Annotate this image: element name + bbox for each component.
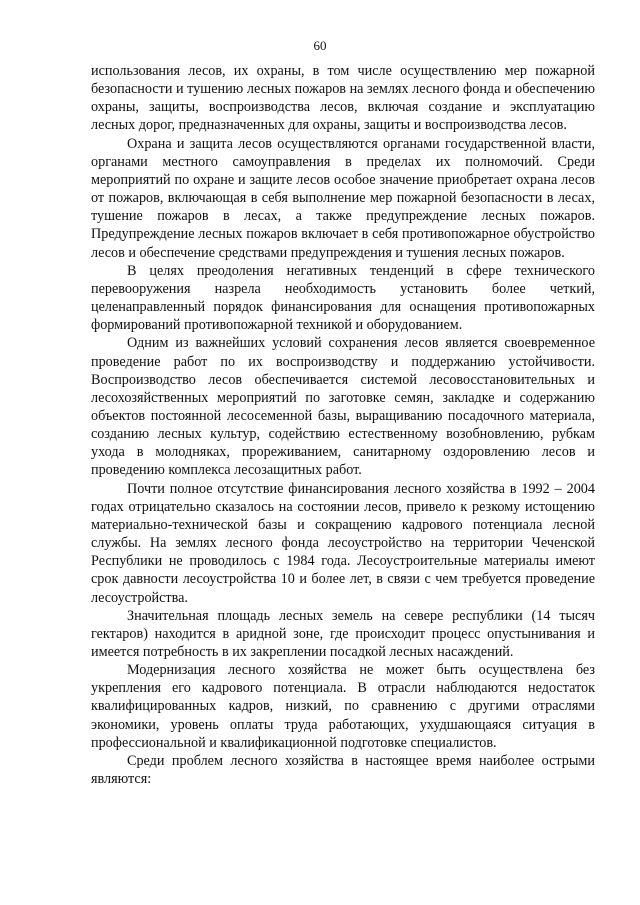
paragraph-2: Охрана и защита лесов осуществляются органами государственной власти, органами местного самоуправления в пределах их полномочий. Среди мероприятий по охране и защите лесов особое значение приобретает охрана лесов от пожаров, включающая в себя выполнение мер пожарной безопасности в лесах, тушение пожаров в лесах, а также предупреждение лесных пожаров. Предупреждение лесных пожаров включает в себя противопожарное обустройство лесов и обеспечение средствами предупреждения и тушения лесных пожаров. (91, 135, 595, 261)
paragraph-1: использования лесов, их охраны, в том числе осуществлению мер пожарной безопасности и тушению лесных пожаров на землях лесного фонда и обеспечению охраны, защиты, воспроизводства лесов, включая создание и эксплуатацию лесных дорог, предназначенных для охраны, защиты и воспроизводства лесов. (91, 63, 595, 134)
paragraph-6: Значительная площадь лесных земель на севере республики (14 тысяч гектаров) находится в аридной зоне, где происходит процесс опустынивания и имеется потребность в их закреплении посадкой лесных насаждений. (91, 607, 595, 660)
paragraph-4: Одним из важнейших условий сохранения лесов является своевременное проведение работ по их воспроизводству и поддержанию устойчивости. Воспроизводство лесов обеспечивается системой лесовосстановительных и лесохозяйственных мероприятий по заготовке семян, закладке и содержанию объектов постоянной лесосеменной базы, выращиванию посадочного материала, созданию лесных культур, содействию естественному возобновлению, рубкам ухода в молодняках, прореживанием, санитарному оздоровлению лесов и проведению комплекса лесозащитных работ. (91, 335, 595, 479)
paragraph-8: Среди проблем лесного хозяйства в настоящее время наиболее острыми являются: (91, 752, 595, 788)
document-body (91, 62, 595, 788)
paragraph-7: Модернизация лесного хозяйства не может быть осуществлена без укрепления его кадрового потенциала. В отрасли наблюдаются недостаток квалифицированных кадров, низкий, по сравнению с другими отраслями экономики, уровень оплаты труда работающих, ухудшающаяся ситуация в профессиональной и квалификационной подготовке специалистов. (91, 662, 595, 751)
paragraph-5: Почти полное отсутствие финансирования лесного хозяйства в 1992 – 2004 годах отрицательно сказалось на состоянии лесов, привело к резкому истощению материально-технической базы и сокращению кадрового потенциала лесной службы. На землях лесного фонда лесоустройство на территории Чеченской Республики не проводилось с 1984 года. Лесоустроительные материалы имеют срок давности лесоустройства 10 и более лет, в связи с чем требуется проведение лесоустройства. (91, 480, 595, 606)
page-number: 60 (313, 38, 327, 53)
paragraph-3: В целях преодоления негативных тенденций в сфере технического перевооружения назрела необходимость установить более четкий, целенаправленный порядок финансирования для оснащения противопожарных формирований противопожарной техникой и оборудованием. (91, 262, 595, 334)
